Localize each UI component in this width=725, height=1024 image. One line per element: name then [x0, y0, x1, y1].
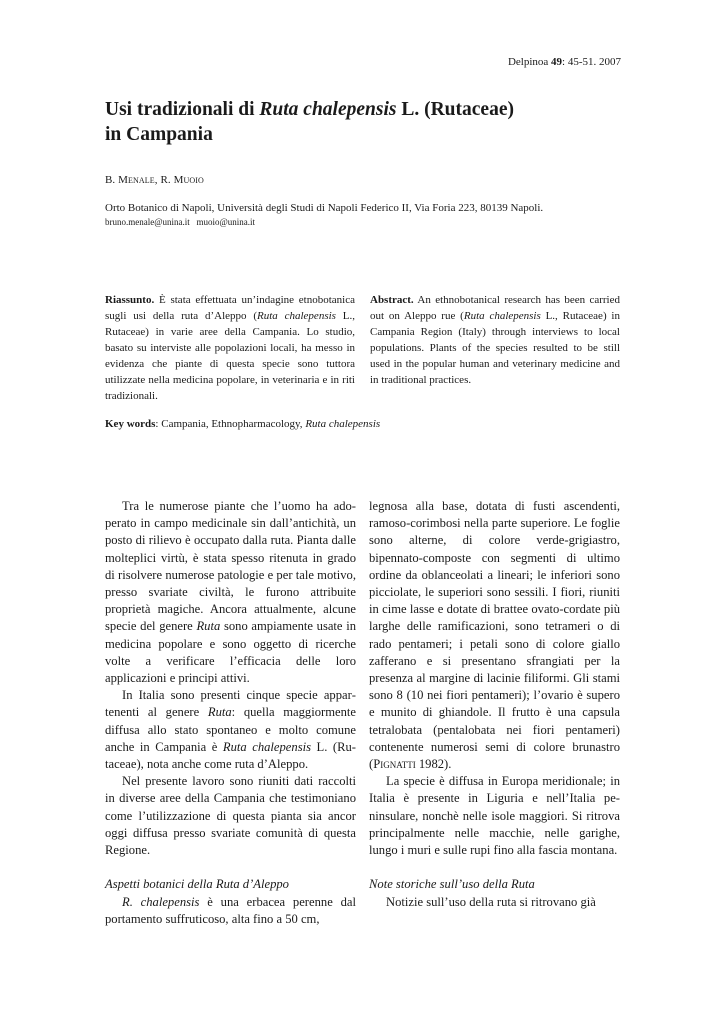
journal-pages-year: : 45-51. 2007 [562, 56, 621, 68]
spacer [105, 859, 356, 876]
author-sep: , R. [154, 174, 174, 186]
text-italic: Ruta [196, 619, 221, 634]
text-run: L., Rutaceae) in Campania Region (Italy) through interviews to local populations. Plants of the species resulted to be still used in the popular human and veterinary medicine and in traditional practices. [370, 310, 620, 386]
affiliation: Orto Botanico di Napoli, Università degli Studi di Napoli Federico II, Via Foria 223, 80139 Napoli. [105, 202, 544, 214]
text-run: è una erbacea perenne dal portamento suffruticoso, alta fino a 50 cm, [105, 894, 356, 926]
abstract-label: Abstract. [370, 294, 414, 306]
authors [105, 174, 204, 186]
keywords-italic: Ruta chalepensis [305, 418, 381, 430]
paragraph [105, 894, 356, 928]
journal-citation [508, 56, 621, 68]
text-run: An ethnobotanical research has been carried out on Aleppo rue ( [370, 294, 620, 322]
text-italic: R. chalepensis [122, 894, 200, 909]
title-part: L. (Rutaceae) [396, 99, 514, 120]
section-heading: Note storiche sull’uso della Ruta [369, 877, 535, 892]
text-italic: Ruta chalepensis [222, 739, 311, 754]
journal-volume: 49 [551, 56, 563, 68]
abstract [370, 292, 620, 388]
paragraph: Nel presente lavoro sono riuniti dati raccolti in diverse aree della Campania che testimoniano come l’utilizzazione di questa pianta sia ancor oggi diffusa presso svariate comunità di questa Regione. [105, 774, 356, 858]
keywords-text: : Campania, Ethnopharmacology, [155, 418, 306, 430]
text-italic: Ruta [207, 705, 232, 720]
paragraph [105, 687, 356, 773]
title-part: in Campania [105, 124, 213, 145]
text-run: È stata effettuata un’indagine etnobotanica sugli usi della ruta d’Aleppo ( [105, 294, 355, 322]
citation-author: Pignatti [373, 757, 416, 772]
author-initial: B. [105, 174, 119, 186]
text-italic: Ruta chalepensis [257, 310, 336, 322]
body-column-left [105, 498, 356, 928]
body-column-right [369, 498, 620, 911]
paragraph: La specie è diffusa in Europa meridionale; in Italia è presente in Liguria e nell’Italia peninsulare, nonchè nelle isole maggiori. Si ritrova principalmente nelle macchie, nelle garighe, lungo i muri e sulle rupi fino alla fascia montana. [369, 774, 620, 858]
paragraph [105, 498, 356, 687]
text-italic: Ruta chalepensis [463, 310, 541, 322]
spacer [369, 859, 620, 876]
article-title [105, 97, 625, 147]
riassunto-label: Riassunto. [105, 294, 155, 306]
title-part: Usi tradizionali di [105, 99, 260, 120]
keywords-label: Key words [105, 418, 156, 430]
author-emails: bruno.menale@unina.it muoio@unina.it [105, 217, 256, 227]
author-surname: Menale [118, 174, 155, 186]
riassunto [105, 292, 355, 404]
text-run: sono ampiamente usate in medicina popolare e sono oggetto di ricerche volte a verificare l’efficacia delle loro applicazioni e principi attivi. [105, 619, 356, 686]
paragraph: Notizie sull’uso della ruta si ritrovano già [386, 894, 596, 909]
journal-name: Delpinoa [507, 56, 549, 68]
author-surname: Muoio [173, 174, 204, 186]
text-run: L., Rutaceae) in varie aree della Campania. Lo studio, basato su interviste alle popolazioni locali, ha messo in evidenza che piante di questa specie sono tuttora utilizzate nella medicina popolare, in veterinaria e in riti tradizionali. [105, 310, 355, 402]
text-run: In Italia sono presenti cinque specie appartenenti al genere [105, 688, 356, 720]
text-run: 1982). [415, 757, 452, 772]
text-run: L. (Rutaceae), nota anche come ruta d’Aleppo. [105, 739, 356, 772]
keywords [105, 418, 380, 430]
section-heading: Aspetti botanici della Ruta d’Aleppo [105, 877, 289, 892]
text-run: : quella maggiormente diffusa allo stato spontaneo e molto comune anche in Campania è [105, 705, 356, 754]
text-run: Tra le numerose piante che l’uomo ha adoperato in campo medicinale sin dall’antichità, un posto di rilievo è occupato dalla ruta. Pianta dalle molteplici virtù, è stata spesso ritenuta in grado di risolvere numerose patologie e per tale motivo, presso svariate civiltà, le furono attribuite proprietà magiche. Ancora attualmente, alcune specie del genere [105, 499, 356, 634]
title-species: Ruta chalepensis [259, 99, 397, 120]
text-run: legnosa alla base, dotata di fusti ascendenti, ramoso-corimbosi nella parte superiore. Le foglie sono alterne, di colore verde-grigiastro, bipennato-composte con segmenti di ultimo ordine da oblanceolati a lineari; le inferiori sono picciolate, le superiori sono sessili. I fiori, riuniti in cime lasse e dotate di brattee ovato-cordate più larghe delle ramificazioni, sono tetrameri o di rado pentameri; i petali sono di colore giallo zafferano e si presentano sfrangiati per la presenza al margine di lacinie filiformi. Gli stami sono 8 (10 nei fiori pentameri); l’ovario è supero e munito di ghiandole. Il frutto è una capsula tetralobata (pentalobata nei fiori pentameri) contenente numerosi semi di colore brunastro ( [369, 499, 620, 772]
paragraph [369, 498, 620, 773]
